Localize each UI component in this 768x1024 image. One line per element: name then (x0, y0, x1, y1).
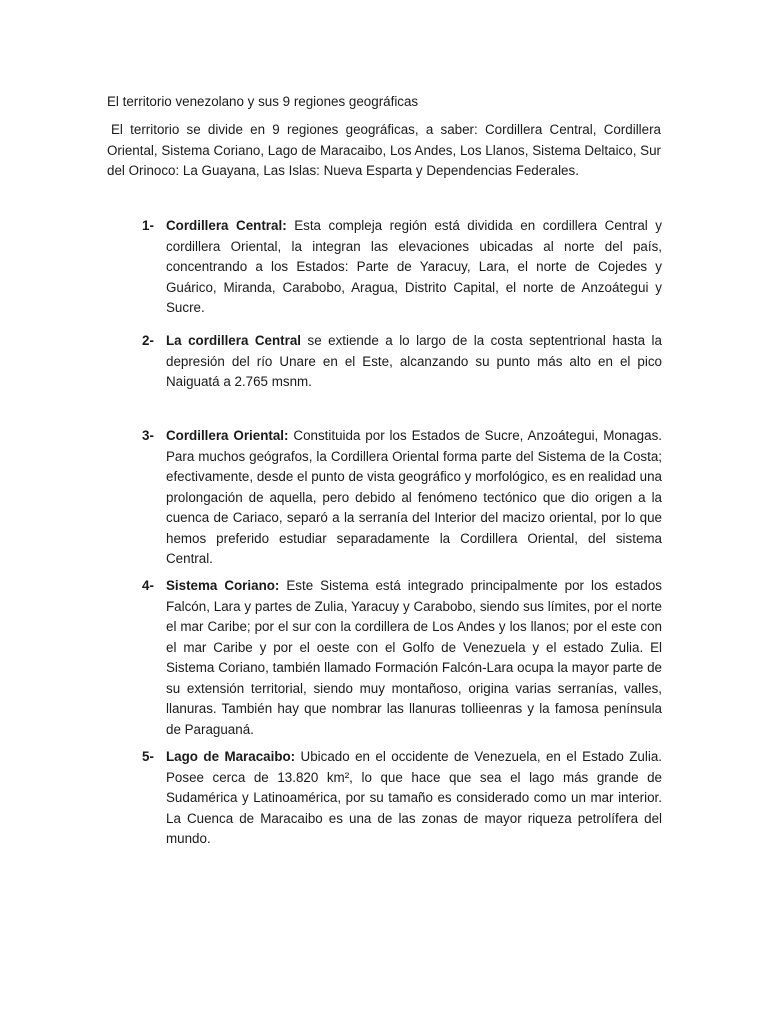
list-item-text: Esta compleja región está dividida en cordillera Central y cordillera Oriental, la integran las elevaciones ubicadas al norte del país, concentrando a los Estados: Parte de Yaracuy, Lara, el norte de Cojedes y Guárico, Miranda, Carabobo, Aragua, Distrito Capital, el norte de Anzoátegui y Sucre. (166, 218, 662, 315)
list-item-body (166, 576, 662, 740)
list-item-heading: Sistema Coriano: (166, 578, 280, 593)
list-item-number: 1- (142, 218, 154, 233)
list-item-text: Constituida por los Estados de Sucre, Anzoátegui, Monagas. Para muchos geógrafos, la Cordillera Oriental forma parte del Sistema de la Costa; efectivamente, desde el punto de vista geográfico y morfológico, es en realidad una prolongación de aquella, pero debido al fenómeno tectónico que dio origen a la cuenca de Cariaco, separó a la serranía del Interior del macizo oriental, por lo que hemos preferido estudiar separadamente la Cordillera Oriental, del sistema Central. (166, 428, 662, 566)
document-title: El territorio venezolano y sus 9 regiones geográficas (107, 94, 419, 109)
list-item-body (166, 216, 662, 319)
list-item-number: 4- (142, 578, 154, 593)
list-item-text: Ubicado en el occidente de Venezuela, en el Estado Zulia. Posee cerca de 13.820 km², lo que hace que sea el lago más grande de Sudamérica y Latinoamérica, por su tamaño es considerado como un mar interior. La Cuenca de Maracaibo es una de las zonas de mayor riqueza petrolífera del mundo. (166, 749, 662, 846)
list-item-number: 2- (142, 333, 154, 348)
list-item-heading: La cordillera Central (166, 333, 302, 348)
list-item-text: se extiende a lo largo de la costa septentrional hasta la depresión del río Unare en el Este, alcanzando su punto más alto en el pico Naiguatá a 2.765 msnm. (166, 333, 662, 389)
list-item-heading: Cordillera Central: (166, 218, 287, 233)
list-item-heading: Lago de Maracaibo: (166, 749, 296, 764)
list-item-body (166, 331, 662, 393)
list-item-heading: Cordillera Oriental: (166, 428, 289, 443)
list-item-text: Este Sistema está integrado principalmente por los estados Falcón, Lara y partes de Zulia, Yaracuy y Carabobo, siendo sus límites, por el norte el mar Caribe; por el sur con la cordillera de Los Andes y los llanos; por el este con el mar Caribe y por el oeste con el Golfo de Venezuela y el estado Zulia. El Sistema Coriano, también llamado Formación Falcón-Lara ocupa la mayor parte de su extensión territorial, siendo muy montañoso, origina varias serranías, valles, llanuras. También hay que nombrar las llanuras tollieenras y la famosa península de Paraguaná. (166, 578, 662, 737)
intro-paragraph: El territorio se divide en 9 regiones geográficas, a saber: Cordillera Central, Cordillera Oriental, Sistema Coriano, Lago de Maracaibo, Los Andes, Los Llanos, Sistema Deltaico, Sur del Orinoco: La Guayana, Las Islas: Nueva Esparta y Dependencias Federales. (107, 122, 661, 178)
list-item-number: 5- (142, 749, 154, 764)
list-item-body (166, 747, 662, 850)
list-item-number: 3- (142, 428, 154, 443)
list-item-body (166, 426, 662, 570)
